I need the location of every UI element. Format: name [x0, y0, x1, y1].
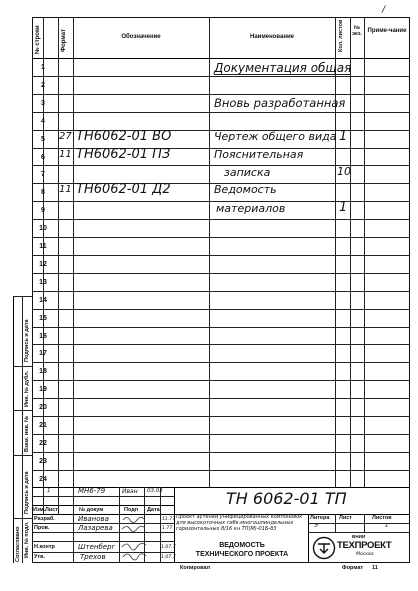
margin-label-inv-dubl: Инв. № дубл. — [24, 370, 30, 407]
row-number: 10 — [39, 225, 47, 233]
signature-marks — [119, 514, 160, 563]
row-line — [32, 237, 410, 238]
row-number: 15 — [39, 314, 47, 322]
document-title: ВЕДОМОСТЬ — [219, 542, 265, 549]
row-number: 11 — [39, 243, 47, 250]
tb-head-list: Лист — [45, 507, 58, 513]
tb-head-doc: № докум — [79, 507, 104, 513]
left-margin-div — [13, 410, 32, 411]
name-prov: Лазарева — [78, 524, 113, 532]
role-prov: Пров. — [34, 525, 50, 531]
row5-qty: 1 — [339, 129, 348, 144]
change-doc: МН6-79 — [78, 487, 106, 495]
header-note: Приме-чание — [367, 28, 407, 34]
row-line — [32, 219, 410, 220]
row-line — [32, 470, 410, 471]
left-margin-div — [13, 518, 32, 519]
row-number: 22 — [39, 439, 47, 447]
row7-name: записка — [224, 166, 271, 179]
row-number: 19 — [39, 386, 47, 394]
footer-format-value: 11 — [372, 565, 378, 571]
row-line — [32, 165, 410, 166]
tb-col-date — [160, 487, 161, 563]
date-prov: 1.77 — [162, 526, 173, 531]
margin-label-podpis-data: Подпись и дата — [24, 471, 30, 514]
row9-qty: 1 — [339, 200, 348, 215]
left-margin-div — [13, 296, 32, 297]
header-row-number: № строки — [35, 25, 41, 54]
row-number: 8 — [41, 189, 45, 197]
row-number: 16 — [39, 332, 47, 340]
row-number: 12 — [39, 260, 47, 268]
row-number: 5 — [41, 135, 45, 143]
row8-name: Ведомость — [214, 183, 277, 196]
row8-format: 11 — [59, 184, 72, 195]
tb-col-main — [174, 487, 175, 563]
tb-col-listov — [364, 514, 365, 532]
margin-label-podpis-data-top: Подпись и дата — [24, 319, 30, 362]
row-number: 14 — [39, 296, 47, 304]
left-margin-div — [13, 366, 32, 367]
row8-designation: ТН6062-01 Д2 — [76, 182, 171, 197]
left-margin-div — [13, 455, 32, 456]
project-description: Проект аутеней унифицированных компоновок для высокоточных гибк.многошпиндельных горизонтальных 8/16 кн ТП(М)-01Б-83 — [176, 514, 303, 532]
row-number: 24 — [39, 475, 47, 483]
row-number: 6 — [41, 153, 45, 161]
document-designation: ТН 6062-01 ТП — [226, 489, 347, 508]
margin-label-soglasovano: Согласовано — [15, 526, 21, 562]
header-name: Наименование — [249, 34, 295, 40]
listov-value: 1 — [385, 523, 389, 529]
row-number: 18 — [39, 368, 47, 376]
header-bottom-line — [32, 58, 410, 59]
footer-format: Формат — [342, 565, 364, 571]
change-date: 03.03 — [147, 488, 163, 494]
tb-col-list — [58, 487, 59, 515]
tb-head-date: Дата — [147, 507, 160, 513]
row-line — [32, 416, 410, 417]
header-designation: Обозначение — [121, 34, 161, 40]
left-margin-line — [13, 296, 14, 563]
row-number: 4 — [41, 117, 45, 125]
footer-copied: Копировал — [180, 565, 211, 571]
row-line — [32, 380, 410, 381]
org-small: ВНИИ — [352, 534, 366, 539]
role-utv: Утв. — [34, 554, 46, 560]
change-num: 1 — [47, 488, 51, 494]
name-nkontr: Штенберг — [78, 543, 116, 551]
row3-name: Вновь разработанная — [214, 96, 346, 110]
row5-designation: ТН6062-01 ВО — [76, 129, 172, 144]
row-line — [32, 94, 410, 95]
org-city: Москва — [356, 552, 374, 557]
tb-line-change — [32, 496, 174, 497]
row-line — [32, 327, 410, 328]
row-number: 9 — [41, 207, 45, 215]
litera-label: Литера — [310, 515, 330, 521]
header-copy-number: № экз. — [351, 25, 363, 37]
role-razrab: Разраб. — [34, 516, 55, 522]
row5-name: Чертеж общего вида — [214, 130, 337, 143]
row-number: 13 — [39, 278, 47, 286]
row5-format: 27 — [59, 131, 72, 142]
organization-logo — [312, 536, 336, 560]
header-format: Формат — [61, 28, 67, 52]
name-razrab: Иванова — [78, 515, 109, 523]
tb-line-litera — [308, 523, 410, 524]
row6-name: Пояснительная — [214, 148, 304, 161]
row-number: 17 — [39, 350, 47, 358]
row-line — [32, 344, 410, 345]
change-sign: Иван — [122, 488, 138, 495]
row6-format: 11 — [59, 149, 72, 160]
row6-designation: ТН6062-01 ПЗ — [76, 147, 171, 162]
row-line — [32, 255, 410, 256]
row7-qty: 10 — [337, 165, 351, 178]
row1-name: Документация общая — [214, 61, 352, 75]
left-margin-line-2 — [22, 296, 23, 563]
name-utv: Трехов — [80, 553, 106, 561]
listov-label: Листов — [372, 515, 392, 521]
role-nkontr: Н.контр — [34, 544, 55, 550]
row-line — [32, 76, 410, 77]
row-number: 3 — [41, 99, 45, 107]
row-line — [32, 291, 410, 292]
row-number: 21 — [39, 422, 47, 429]
date-utv: 1.07.7 — [161, 555, 176, 560]
margin-label-vzam: Взам. инв. № — [24, 415, 30, 452]
tb-col-roles — [73, 487, 74, 563]
tb-col-list2 — [335, 514, 336, 532]
row-number: 23 — [39, 457, 47, 465]
litera-value: Э — [314, 523, 318, 529]
list-label: Лист — [339, 515, 352, 521]
header-qty-sheets: Кол. листов — [338, 19, 344, 52]
date-nkontr: 1.07.7 — [161, 545, 176, 550]
row-line — [32, 434, 410, 435]
row-number: 2 — [41, 81, 45, 89]
row-line — [32, 112, 410, 113]
row-number: 1 — [41, 64, 45, 71]
margin-label-inv-podl: Инв. № подл. — [24, 521, 30, 558]
document-subtitle: ТЕХНИЧЕСКОГО ПРОЕКТА — [195, 551, 289, 558]
row-number: 7 — [41, 171, 45, 179]
tb-line-colheads-top — [32, 505, 174, 506]
row-line — [32, 273, 410, 274]
org-name: ТЕХПРОЕКТ — [337, 540, 392, 551]
tb-head-izm: Изм. — [33, 507, 46, 513]
tb-line-litera2 — [308, 532, 410, 533]
tb-head-sign: Подп — [124, 507, 139, 513]
tb-col-right — [308, 514, 309, 563]
date-razrab: 11.77 — [162, 517, 176, 522]
row9-name: материалов — [216, 202, 286, 215]
row-line — [32, 309, 410, 310]
row-number: 20 — [39, 404, 47, 412]
row-line — [32, 398, 410, 399]
corner-mark: / — [382, 5, 386, 15]
row-line — [32, 452, 410, 453]
row-line — [32, 362, 410, 363]
